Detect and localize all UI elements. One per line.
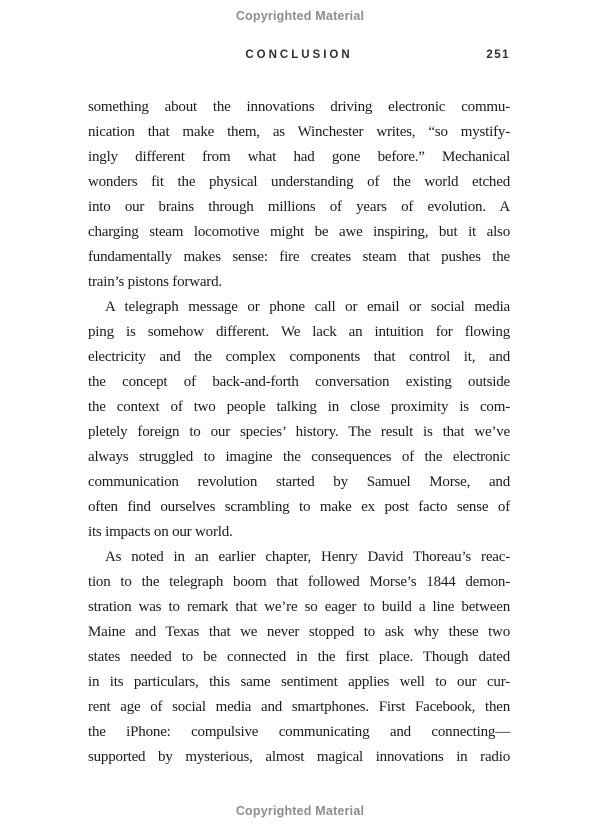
- text-line: nication that make them, as Winchester writes, “so mystify-: [88, 124, 510, 140]
- text-line: the concept of back-and-forth conversation existing outside: [88, 374, 510, 390]
- text-line: rent age of social media and smartphones. First Facebook, then: [88, 699, 510, 715]
- text-line: in its particulars, this same sentiment applies well to our cur-: [88, 674, 510, 690]
- text-line: charging steam locomotive might be awe inspiring, but it also: [88, 224, 510, 240]
- text-line: Maine and Texas that we never stopped to ask why these two: [88, 624, 510, 640]
- text-line: always struggled to imagine the consequences of the electronic: [88, 449, 510, 465]
- text-line: pletely foreign to our species’ history. The result is that we’ve: [88, 424, 510, 440]
- page-header: [88, 49, 510, 65]
- text-line: the context of two people talking in close proximity is com-: [88, 399, 510, 415]
- text-line: fundamentally makes sense: fire creates steam that pushes the: [88, 249, 510, 265]
- copyright-banner-top: Copyrighted Material: [235, 9, 365, 23]
- text-line: supported by mysterious, almost magical innovations in radio: [88, 749, 510, 765]
- text-line: wonders fit the physical understanding of the world etched: [88, 174, 510, 190]
- page-number: 251: [486, 49, 510, 61]
- text-line: communication revolution started by Samuel Morse, and: [88, 474, 510, 490]
- text-line: ingly different from what had gone before.” Mechanical: [88, 149, 510, 165]
- running-head: CONCLUSION: [245, 49, 353, 61]
- text-line: stration was to remark that we’re so eager to build a line between: [88, 599, 510, 615]
- text-line: states needed to be connected in the first place. Though dated: [88, 649, 510, 665]
- text-line: As noted in an earlier chapter, Henry David Thoreau’s reac-: [105, 549, 510, 565]
- text-line: electricity and the complex components that control it, and: [88, 349, 510, 365]
- text-line: ping is somehow different. We lack an intuition for flowing: [88, 324, 510, 340]
- text-line: tion to the telegraph boom that followed Morse’s 1844 demon-: [88, 574, 510, 590]
- text-line: its impacts on our world.: [88, 524, 233, 540]
- text-line: something about the innovations driving electronic commu-: [88, 99, 510, 115]
- text-line: A telegraph message or phone call or email or social media: [105, 299, 510, 315]
- text-line: the iPhone: compulsive communicating and connecting—: [88, 724, 510, 740]
- copyright-banner-bottom: Copyrighted Material: [235, 804, 365, 818]
- text-line: often find ourselves scrambling to make ex post facto sense of: [88, 499, 510, 515]
- text-line: into our brains through millions of years of evolution. A: [88, 199, 510, 215]
- body-text: [88, 95, 510, 770]
- text-line: train’s pistons forward.: [88, 274, 222, 290]
